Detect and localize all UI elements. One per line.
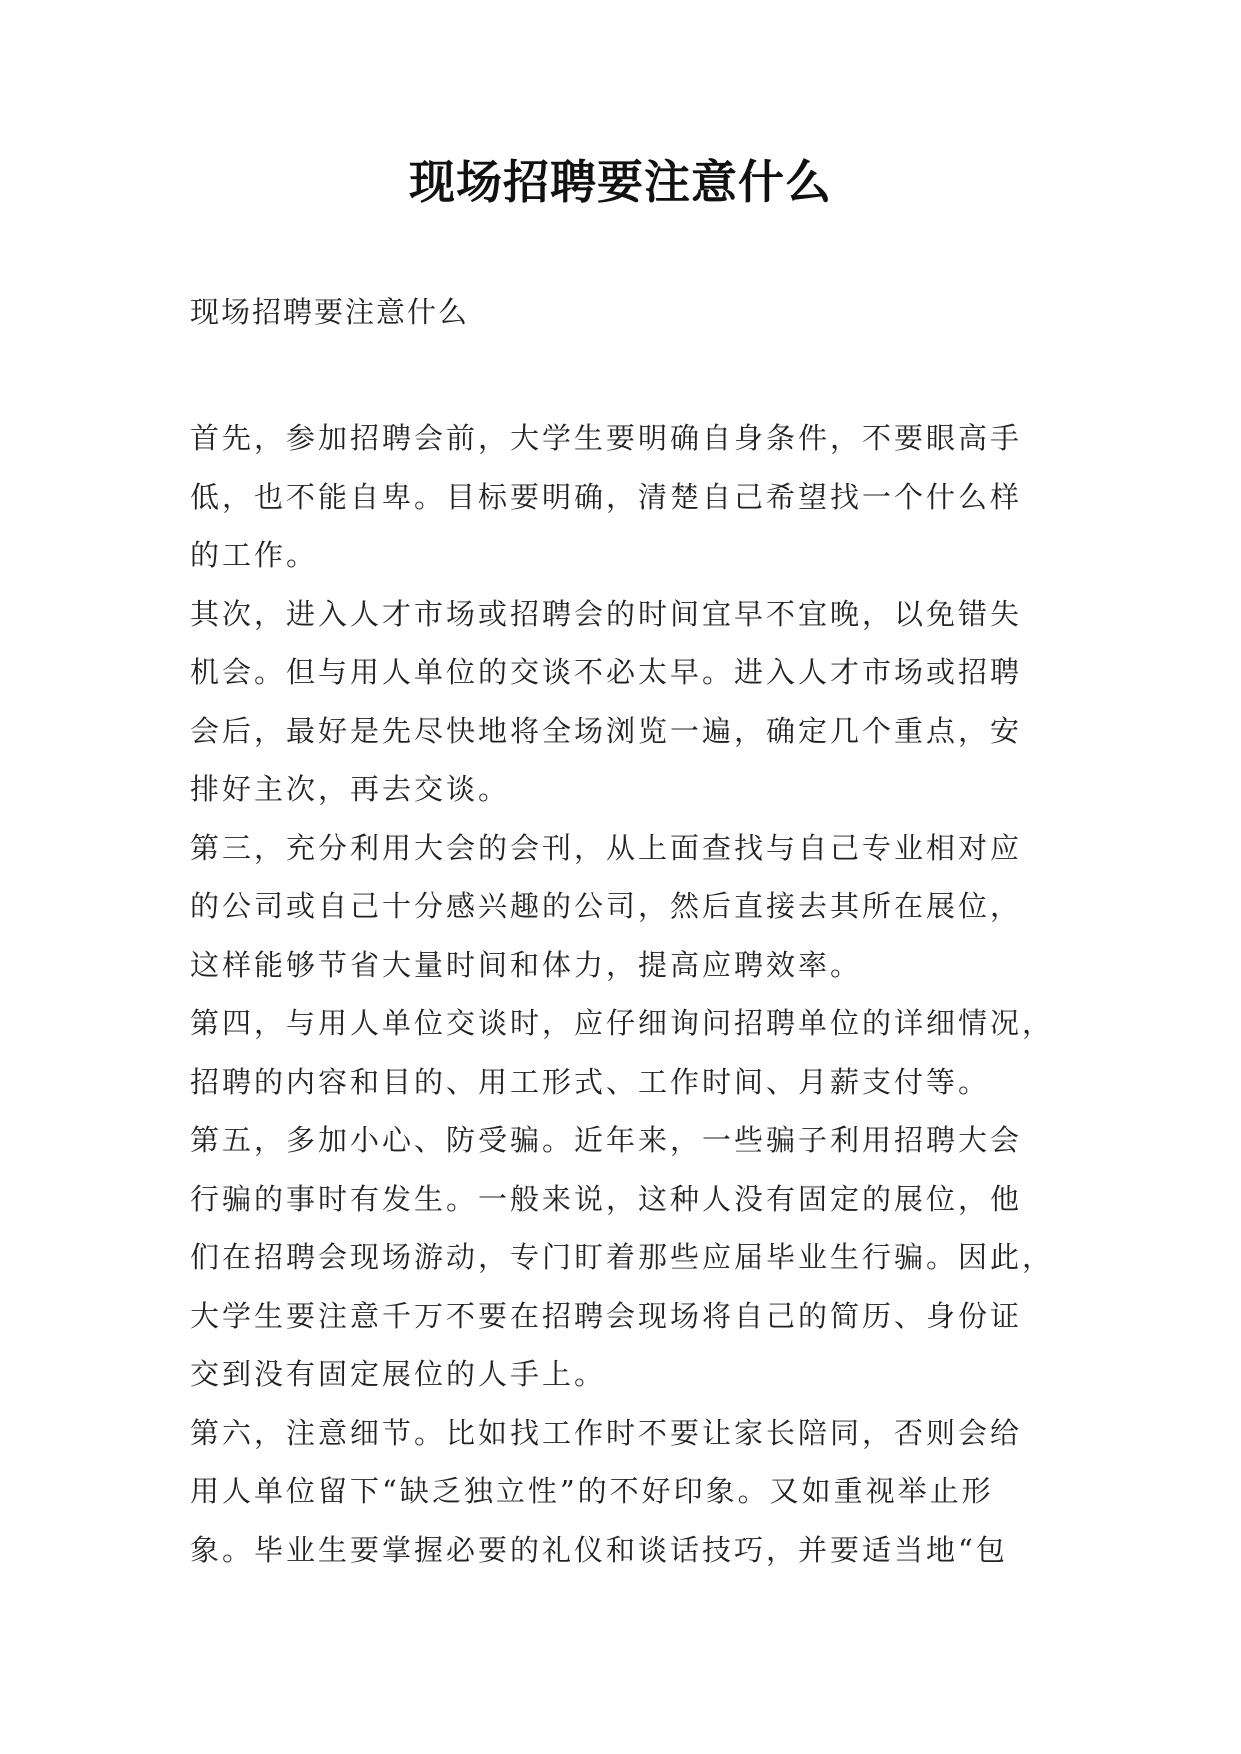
body-line-text: 象。毕业生要掌握必要的礼仪和谈话技巧，并要适当地“包 xyxy=(190,1532,1008,1567)
body-line-text: 低，也不能自卑。目标要明确，清楚自己希望找一个什么样 xyxy=(190,479,1023,514)
body-line-text: 招聘的内容和目的、用工形式、工作时间、月薪支付等。 xyxy=(190,1064,991,1099)
body-line-text: 会后，最好是先尽快地将全场浏览一遍，确定几个重点，安 xyxy=(190,713,1023,748)
body-line-text: 第三，充分利用大会的会刊，从上面查找与自己专业相对应 xyxy=(190,830,1023,865)
body-line xyxy=(190,409,1070,468)
body-line xyxy=(190,1462,1070,1521)
body-line-text: 大学生要注意千万不要在招聘会现场将自己的简历、身份证 xyxy=(190,1298,1023,1333)
body-line-text: 其次，进入人才市场或招聘会的时间宜早不宜晚，以免错失 xyxy=(190,596,1023,631)
body-line-text: 的工作。 xyxy=(190,538,319,572)
body-line xyxy=(190,1170,1070,1229)
body-line xyxy=(190,1053,1070,1112)
document-subtitle: 现场招聘要注意什么 xyxy=(190,295,470,329)
body-line xyxy=(190,877,1070,936)
body-line-text: 第四，与用人单位交谈时，应仔细询问招聘单位的详细情况， xyxy=(190,1006,1055,1040)
body-line xyxy=(190,819,1070,878)
body-line-text: 首先，参加招聘会前，大学生要明确自身条件，不要眼高手 xyxy=(190,421,1023,455)
body-line xyxy=(190,1287,1070,1346)
document-body xyxy=(190,409,1070,1579)
body-line-text: 用人单位留下“缺乏独立性”的不好印象。又如重视举止形 xyxy=(190,1474,994,1508)
body-line-text: 机会。但与用人单位的交谈不必太早。进入人才市场或招聘 xyxy=(190,655,1023,689)
body-line xyxy=(190,643,1070,702)
body-line xyxy=(190,702,1070,761)
body-line-text: 排好主次，再去交谈。 xyxy=(190,772,511,806)
body-line-text: 交到没有固定展位的人手上。 xyxy=(190,1357,607,1391)
body-line xyxy=(190,1111,1070,1170)
body-line xyxy=(190,1228,1070,1287)
body-line xyxy=(190,526,1070,585)
body-line-text: 这样能够节省大量时间和体力，提高应聘效率。 xyxy=(190,947,863,982)
body-line-text: 第五，多加小心、防受骗。近年来，一些骗子利用招聘大会 xyxy=(190,1123,1023,1157)
body-line xyxy=(190,1404,1070,1463)
body-line-text: 第六，注意细节。比如找工作时不要让家长陪同，否则会给 xyxy=(190,1415,1023,1450)
body-line xyxy=(190,1345,1070,1404)
body-line xyxy=(190,585,1070,644)
document-title: 现场招聘要注意什么 xyxy=(409,155,832,209)
body-line-text: 们在招聘会现场游动，专门盯着那些应届毕业生行骗。因此， xyxy=(190,1240,1055,1274)
body-line xyxy=(190,760,1070,819)
body-line xyxy=(190,1521,1070,1580)
body-line xyxy=(190,936,1070,995)
body-line-text: 行骗的事时有发生。一般来说，这种人没有固定的展位，他 xyxy=(190,1181,1023,1216)
body-line xyxy=(190,994,1070,1053)
body-line xyxy=(190,468,1070,527)
body-line-text: 的公司或自己十分感兴趣的公司，然后直接去其所在展位， xyxy=(190,889,1023,923)
